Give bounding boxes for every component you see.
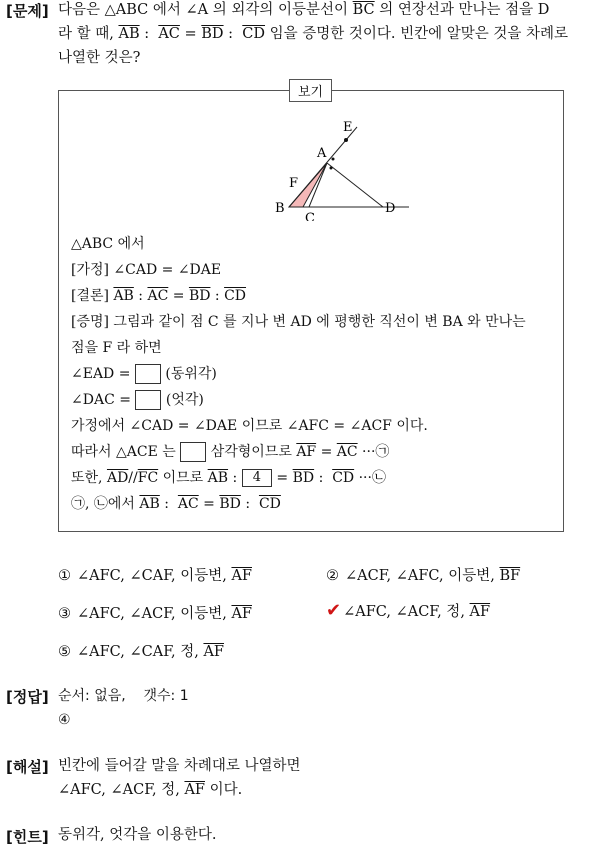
label-c: C xyxy=(305,211,315,221)
choice-2-number: ② xyxy=(326,568,339,584)
choice-3[interactable] xyxy=(58,602,252,623)
hint-text: 동위각, 엇각을 이용한다. xyxy=(58,827,217,843)
choice-4-text: ∠AFC, ∠ACF, 정, $\overline{AF}$ xyxy=(343,604,491,620)
answer-line-2: ④ xyxy=(58,712,71,728)
choice-5-text: ∠AFC, ∠CAF, 정, $\overline{AF}$ xyxy=(77,644,224,660)
label-e: E xyxy=(343,120,353,135)
proof-line-8: 가정에서 ∠CAD = ∠DAE 이므로 ∠AFC = ∠ACF 이다. xyxy=(71,418,428,434)
triangle-figure xyxy=(269,111,409,221)
angle-mark-2 xyxy=(330,167,333,170)
label-b: B xyxy=(275,201,285,216)
blank-1 xyxy=(135,364,161,384)
angle-mark-1 xyxy=(332,158,335,161)
bogi-title: 보기 xyxy=(289,79,332,102)
hint-label: [힌트] xyxy=(6,828,49,846)
blank-2 xyxy=(135,390,161,410)
choice-3-number: ③ xyxy=(58,606,71,622)
label-d: D xyxy=(385,201,396,216)
answer-text xyxy=(58,684,189,732)
line-ad xyxy=(327,163,383,207)
choice-5-number: ⑤ xyxy=(58,644,71,660)
blank-3 xyxy=(180,442,206,462)
choice-5[interactable] xyxy=(58,640,224,661)
explanation-text xyxy=(58,754,301,802)
explanation-label: [해설] xyxy=(6,758,49,776)
label-f: F xyxy=(289,176,299,191)
proof-line-1: △ABC 에서 xyxy=(71,236,145,252)
proof-line-6: ∠EAD = (동위각) xyxy=(71,366,217,382)
explanation-line-1: 빈칸에 들어갈 말을 차례대로 나열하면 xyxy=(58,758,301,774)
proof-text xyxy=(71,231,526,517)
proof-line-2: [가정] ∠CAD = ∠DAE xyxy=(71,262,222,278)
choice-1-text: ∠AFC, ∠CAF, 이등변, $\overline{AF}$ xyxy=(77,568,252,584)
problem-line-3: 나열한 것은? xyxy=(58,50,141,66)
choice-1[interactable] xyxy=(58,564,252,585)
label-a: A xyxy=(317,146,327,161)
bogi-box xyxy=(58,85,564,532)
proof-line-5: 점을 F 라 하면 xyxy=(71,340,162,356)
problem-label: [문제] xyxy=(6,2,49,20)
proof-line-11: ㉠, ㉡에서 $\overline{AB}$ : $\overline{AC} = \overline{BD}$ : $\overline{CD}$ xyxy=(71,496,281,512)
checkmark-icon: ✔ xyxy=(326,600,342,621)
choice-1-number: ① xyxy=(58,568,71,584)
proof-line-4: [증명] 그림과 같이 점 C 를 지나 변 AD 에 평행한 직선이 변 BA 와 만나는 xyxy=(71,314,526,330)
point-e xyxy=(344,138,348,142)
answer-line-1: 순서: 없음, 갯수: 1 xyxy=(58,688,189,704)
proof-line-3: [결론] $\overline{AB}$ : $\overline{AC} = \overline{BD}$ : $\overline{CD}$ xyxy=(71,288,247,304)
problem-line-1: 다음은 △ABC 에서 ∠A 의 외각의 이등분선이 $\overline{BC}$ 의 연장선과 만나는 점을 D xyxy=(58,2,550,18)
choice-2[interactable] xyxy=(326,564,520,585)
choice-3-text: ∠AFC, ∠ACF, 이등변, $\overline{AF}$ xyxy=(77,606,252,622)
proof-line-9: 따라서 △ACE 는 삼각형이므로 $\overline{AF} = \overline{AC}$ ···㉠ xyxy=(71,444,390,460)
choice-2-text: ∠ACF, ∠AFC, 이등변, $\overline{BF}$ xyxy=(345,568,521,584)
blank-4: 4 xyxy=(242,469,272,487)
answer-label: [정답] xyxy=(6,688,49,706)
choice-4[interactable] xyxy=(326,600,490,621)
proof-line-10: 또한, $\overline{AD}//\overline{FC}$ 이므로 $\overline{AB}$ : $4 = \overline{BD}$ : $\overline{CD}$ ···㉡ xyxy=(71,470,386,486)
problem-text xyxy=(58,0,588,70)
problem-line-2: 라 할 때, $\overline{AB}$ : $\overline{AC} = \overline{BD}$ : $\overline{CD}$ 임을 증명한 것이다. 빈칸에 알맞은 것을 차례로 xyxy=(58,26,569,42)
proof-line-7: ∠DAC = (엇각) xyxy=(71,392,204,408)
explanation-line-2: ∠AFC, ∠ACF, 정, $\overline{AF}$ 이다. xyxy=(58,782,243,798)
